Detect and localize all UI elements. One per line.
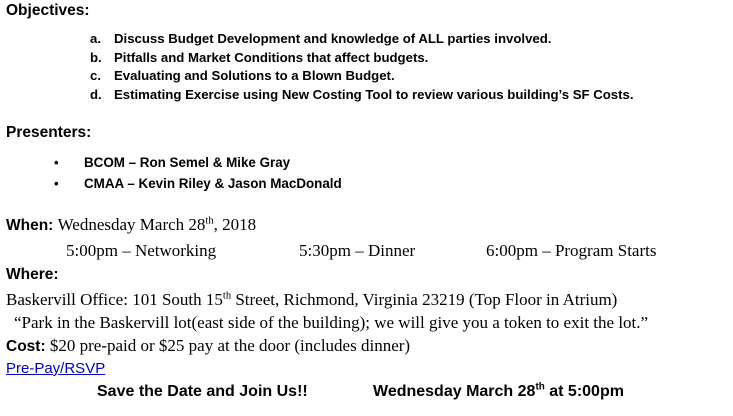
objectives-list: [90, 30, 730, 104]
list-marker: a.: [90, 31, 101, 46]
list-item: [90, 30, 730, 49]
when-date-prefix: Wednesday March 28: [57, 215, 206, 234]
list-marker: d.: [90, 86, 102, 102]
pre-pay-rsvp-link[interactable]: Pre-Pay/RSVP: [6, 360, 106, 377]
when-date-suffix: , 2018: [213, 215, 257, 234]
list-item: [90, 67, 730, 86]
when-row: [6, 215, 256, 235]
cost-value: $20 pre-paid or $25 pay at the door (includes dinner): [45, 336, 411, 355]
list-text: CMAA – Kevin Riley & Jason MacDonald: [84, 176, 342, 191]
bullet-icon: •: [54, 176, 59, 191]
when-date-superscript: th: [205, 215, 214, 227]
list-item: [54, 152, 714, 173]
schedule-item-networking: 5:00pm – Networking: [66, 241, 217, 260]
list-item: [90, 49, 730, 68]
address-suffix: Street, Richmond, Virginia 23219 (Top Floor in Atrium): [231, 290, 618, 309]
footer-date-suffix: at 5:00pm: [544, 383, 624, 400]
address-line: [6, 290, 617, 310]
parking-note: “Park in the Baskervill lot(east side of the building); we will give you a token to exit the lot.”: [14, 313, 649, 332]
list-text: BCOM – Ron Semel & Mike Gray: [84, 155, 291, 170]
list-item: [54, 173, 714, 194]
address-superscript: th: [222, 290, 232, 302]
cost-line: [6, 336, 410, 356]
list-text: Estimating Exercise using New Costing Tool to review various building’s SF Costs.: [114, 86, 634, 102]
cost-label: Cost:: [6, 338, 46, 355]
objectives-heading: Objectives:: [6, 2, 90, 19]
bullet-icon: •: [54, 155, 59, 170]
list-marker: b.: [90, 49, 102, 65]
presenters-list: [54, 152, 714, 194]
schedule-item-dinner: 5:30pm – Dinner: [299, 241, 416, 260]
address-prefix: Baskervill Office: 101 South 15: [6, 290, 223, 309]
list-text: Discuss Budget Development and knowledge of ALL parties involved.: [114, 31, 552, 46]
presenters-heading: Presenters:: [6, 124, 92, 141]
list-item: [90, 86, 730, 105]
where-heading: Where:: [6, 266, 59, 283]
footer-date-prefix: Wednesday March 28: [373, 383, 536, 400]
footer-save-the-date: Save the Date and Join Us!!: [97, 383, 308, 400]
footer-date: [373, 383, 624, 401]
list-text: Pitfalls and Market Conditions that affect budgets.: [114, 49, 429, 65]
list-text: Evaluating and Solutions to a Blown Budget.: [114, 68, 395, 83]
when-date: [53, 215, 256, 234]
schedule-item-program: 6:00pm – Program Starts: [486, 241, 657, 260]
footer-date-superscript: th: [535, 381, 545, 393]
when-label: When:: [6, 217, 54, 234]
list-marker: c.: [90, 68, 101, 83]
